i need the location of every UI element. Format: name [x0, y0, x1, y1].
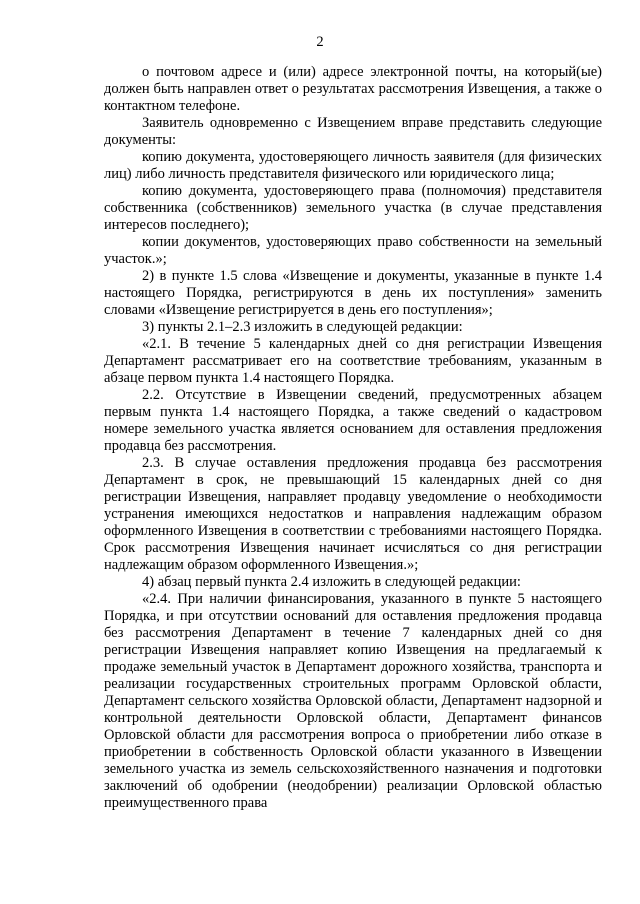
- paragraph-contact-info: о почтовом адресе и (или) адресе электронной почты, на который(ые) должен быть направлен ответ о результатах рассмотрения Извещения, а также о контактном телефоне.: [104, 64, 602, 114]
- paragraph-ownership-copies: копии документов, удостоверяющих право собственности на земельный участок.»;: [104, 234, 602, 267]
- page-number: 2: [316, 34, 324, 50]
- document-body: [104, 64, 602, 812]
- paragraph-clause-2-4: «2.4. При наличии финансирования, указанного в пункте 5 настоящего Порядка, и при отсутствии оснований для оставления предложения продавца без рассмотрения Департамент в течение 7 календарных дней со дня регистрации Извещения направляет копию Извещения на предлагаемый к продаже земельный участок в Департамент дорожного хозяйства, транспорта и реализации государственных строительных программ Орловской области, Департамент сельского хозяйства Орловской области, Департамент надзорной и контрольной деятельности Орловской области, Департамент финансов Орловской области для рассмотрения вопроса о приобретении либо отказе в приобретении в собственность Орловской области указанного в Извещении земельного участка из земель сельскохозяйственного назначения и подготовки заключений об одобрении (неодобрении) реализации Орловской областью преимущественного права: [104, 591, 602, 811]
- paragraph-item-3: 3) пункты 2.1–2.3 изложить в следующей редакции:: [142, 319, 463, 335]
- paragraph-item-4: 4) абзац первый пункта 2.4 изложить в следующей редакции:: [142, 574, 521, 590]
- paragraph-item-2: 2) в пункте 1.5 слова «Извещение и документы, указанные в пункте 1.4 настоящего Порядка, регистрируются в день их поступления» заменить словами «Извещение регистрируется в день его поступления»;: [104, 268, 602, 318]
- paragraph-clause-2-2: 2.2. Отсутствие в Извещении сведений, предусмотренных абзацем первым пункта 1.4 настоящего Порядка, а также сведений о кадастровом номере земельного участка является основанием для оставления предложения продавца без рассмотрения.: [104, 387, 602, 454]
- paragraph-clause-2-3: 2.3. В случае оставления предложения продавца без рассмотрения Департамент в срок, не превышающий 15 календарных дней со дня регистрации Извещения, направляет продавцу уведомление о необходимости устранения имеющихся недостатков и направления надлежащим образом оформленного Извещения в соответствии с требованиями настоящего Порядка. Срок рассмотрения Извещения начинает исчисляться со дня регистрации надлежащим образом оформленного Извещения.»;: [104, 455, 602, 573]
- paragraph-applicant-documents: Заявитель одновременно с Извещением вправе представить следующие документы:: [104, 115, 602, 148]
- paragraph-identity-copy: копию документа, удостоверяющего личность заявителя (для физических лиц) либо личность представителя физического или юридического лица;: [104, 149, 602, 182]
- paragraph-authority-copy: копию документа, удостоверяющего права (полномочия) представителя собственника (собственников) земельного участка (в случае представления интересов последнего);: [104, 183, 602, 233]
- paragraph-clause-2-1: «2.1. В течение 5 календарных дней со дня регистрации Извещения Департамент рассматривает его на соответствие требованиям, указанным в абзаце первом пункта 1.4 настоящего Порядка.: [104, 336, 602, 386]
